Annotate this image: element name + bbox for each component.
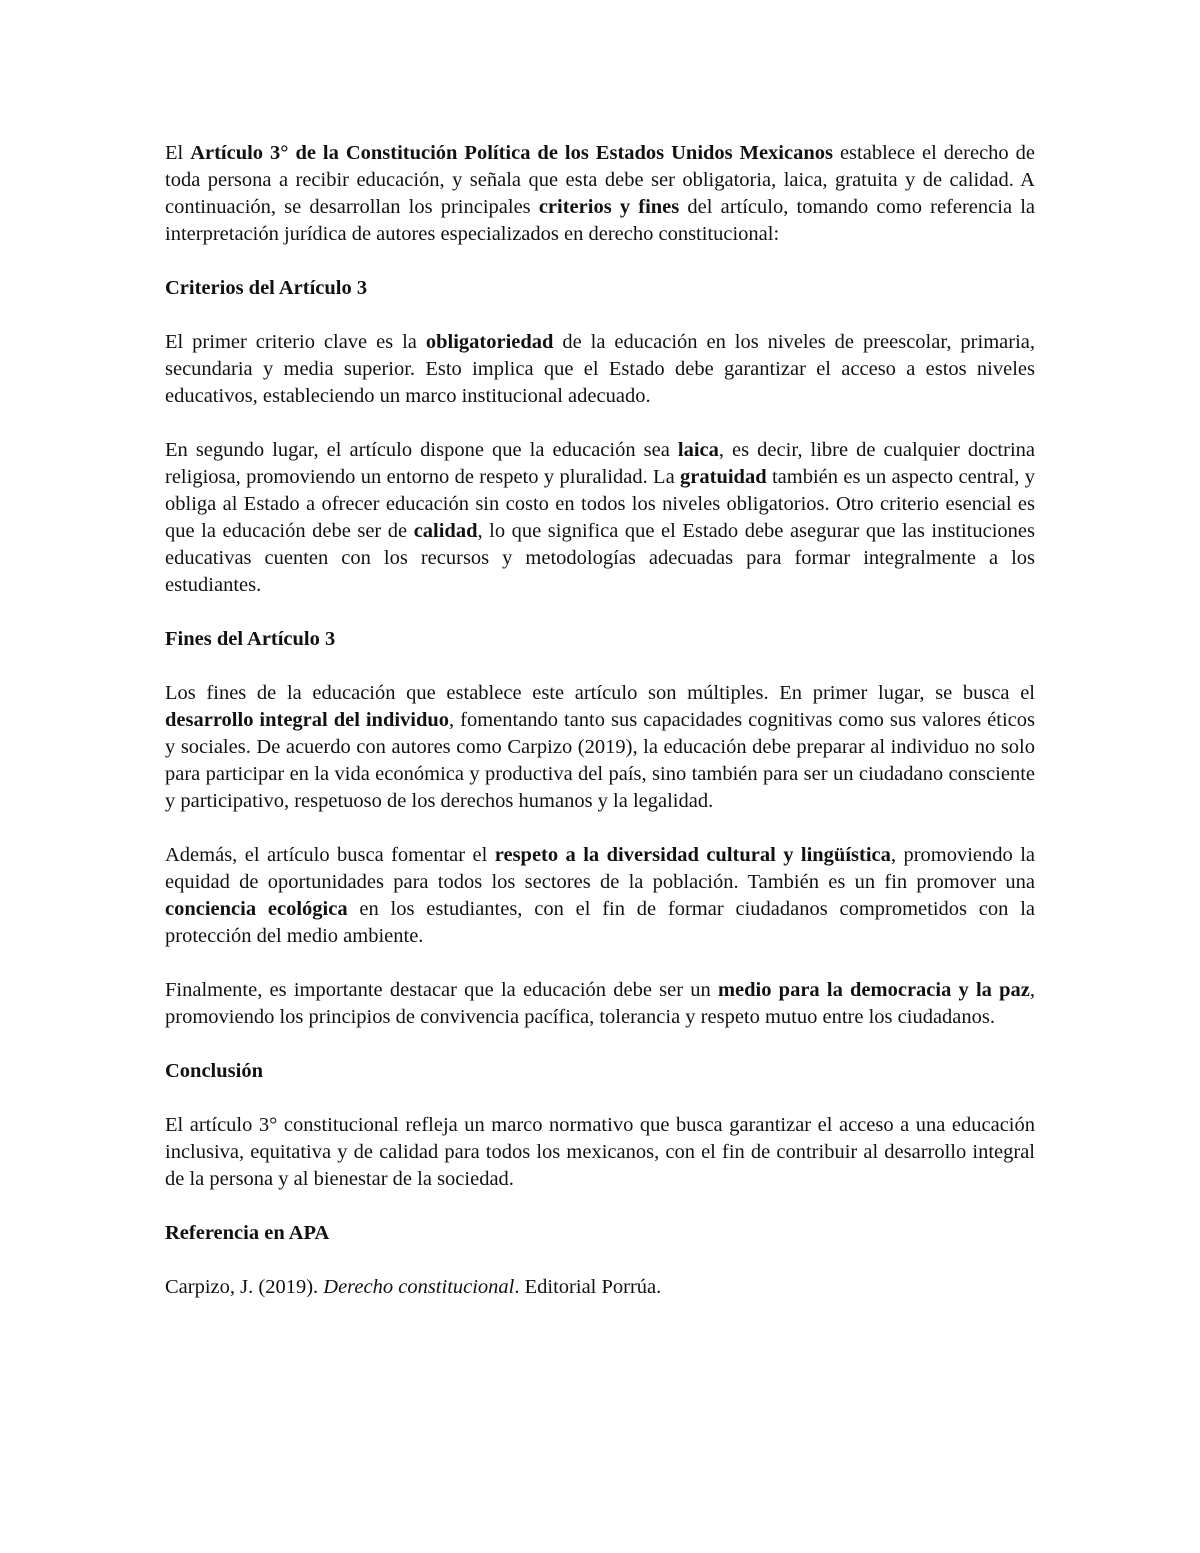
criterios-p2-text-1: En segundo lugar, el artículo dispone que la educación sea xyxy=(165,439,678,461)
fines-heading: Fines del Artículo 3 xyxy=(165,628,336,650)
intro-paragraph xyxy=(165,140,1035,248)
fines-p3-bold-democracia: medio para la democracia y la paz xyxy=(717,979,1030,1001)
reference-publisher: . Editorial Porrúa. xyxy=(514,1276,662,1298)
conclusion-paragraph: El artículo 3° constitucional refleja un marco normativo que busca garantizar el acceso a una educación inclusiva, equitativa y de calidad para todos los mexicanos, con el fin de contribuir al desarrollo integral de la persona y al bienestar de la sociedad. xyxy=(165,1114,1035,1190)
reference-entry xyxy=(165,1274,1035,1301)
criterios-p2-bold-gratuidad: gratuidad xyxy=(680,466,767,488)
reference-heading: Referencia en APA xyxy=(165,1222,330,1244)
fines-p2-text-2: , promoviendo la equidad de oportunidades para todos los sectores de la población. También es un fin promover una xyxy=(165,844,1035,893)
criterios-p1-text-1: El primer criterio clave es la xyxy=(165,331,426,353)
intro-text-2: establece el derecho de toda persona a recibir educación, y señala que esta debe ser obligatoria, laica, gratuita y de calidad. A continuación, se desarrollan los principales xyxy=(165,142,1035,218)
fines-p1-text-2: , fomentando tanto sus capacidades cognitivas como sus valores éticos y sociales. De acuerdo con autores como Carpizo (2019), la educación debe preparar al individuo no solo para participar en la vida económica y productiva del país, sino también para ser un ciudadano consciente y participativo, respetuoso de los derechos humanos y la legalidad. xyxy=(165,709,1035,812)
document-page xyxy=(165,140,1035,1328)
fines-p2-bold-conciencia: conciencia ecológica xyxy=(165,898,348,920)
fines-p3-text-2: , promoviendo los principios de convivencia pacífica, tolerancia y respeto mutuo entre los ciudadanos. xyxy=(165,979,1035,1028)
intro-bold-article-title: Artículo 3° de la Constitución Política de los Estados Unidos Mexicanos xyxy=(190,142,833,164)
fines-p2-text-3: en los estudiantes, con el fin de formar ciudadanos comprometidos con la protección del medio ambiente. xyxy=(165,898,1035,947)
fines-paragraph-1 xyxy=(165,680,1035,815)
fines-paragraph-3 xyxy=(165,977,1035,1031)
fines-p1-text-1: Los fines de la educación que establece este artículo son múltiples. En primer lugar, se busca el xyxy=(165,682,1035,704)
fines-paragraph-2 xyxy=(165,842,1035,950)
fines-p1-bold-desarrollo: desarrollo integral del individuo xyxy=(165,709,450,731)
fines-p2-text-1: Además, el artículo busca fomentar el xyxy=(165,844,495,866)
criterios-p2-text-4: , lo que significa que el Estado debe asegurar que las instituciones educativas cuenten con los recursos y metodologías adecuadas para formar integralmente a los estudiantes. xyxy=(165,520,1036,596)
intro-text-1: El xyxy=(165,142,191,164)
conclusion-heading: Conclusión xyxy=(165,1060,263,1082)
criterios-p2-text-2: , es decir, libre de cualquier doctrina religiosa, promoviendo un entorno de respeto y pluralidad. La xyxy=(165,439,1035,488)
intro-text-3: del artículo, tomando como referencia la interpretación jurídica de autores especializados en derecho constitucional: xyxy=(165,196,1036,245)
reference-title: Derecho constitucional xyxy=(323,1276,515,1298)
intro-bold-criterios-fines: criterios y fines xyxy=(538,196,680,218)
criterios-heading: Criterios del Artículo 3 xyxy=(165,277,368,299)
criterios-paragraph-2 xyxy=(165,437,1035,599)
criterios-p2-text-3: también es un aspecto central, y obliga al Estado a ofrecer educación sin costo en todos los niveles obligatorios. Otro criterio esencial es que la educación debe ser de xyxy=(165,466,1035,542)
criterios-p2-bold-calidad: calidad xyxy=(413,520,478,542)
criterios-paragraph-1 xyxy=(165,329,1035,410)
criterios-p1-text-2: de la educación en los niveles de preescolar, primaria, secundaria y media superior. Esto implica que el Estado debe garantizar el acceso a estos niveles educativos, estableciendo un marco institucional adecuado. xyxy=(165,331,1035,407)
reference-author: Carpizo, J. (2019). xyxy=(165,1276,324,1298)
criterios-p2-bold-laica: laica xyxy=(677,439,719,461)
fines-p3-text-1: Finalmente, es importante destacar que la educación debe ser un xyxy=(165,979,718,1001)
fines-p2-bold-diversidad: respeto a la diversidad cultural y lingüística xyxy=(494,844,891,866)
criterios-p1-bold-obligatoriedad: obligatoriedad xyxy=(425,331,554,353)
